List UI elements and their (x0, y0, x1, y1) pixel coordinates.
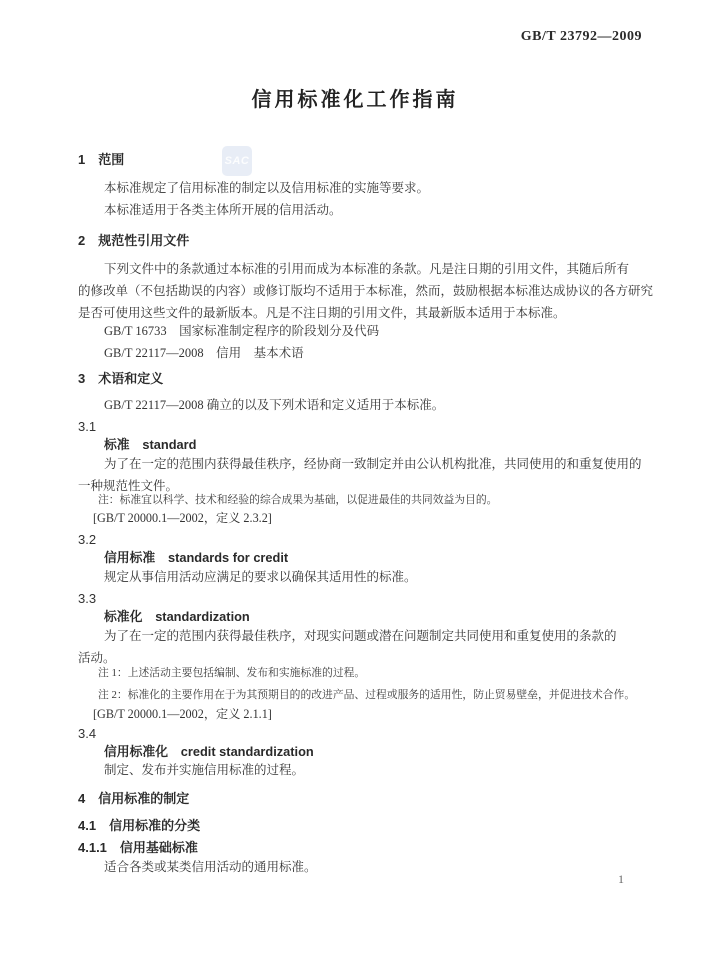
section-2-paragraph-line-3: 是否可使用这些文件的最新版本。凡是不注日期的引用文件，其最新版本适用于本标准。 (78, 306, 566, 320)
doc-number: GB/T 23792—2009 (520, 29, 642, 44)
section-2-reference-1: GB/T 16733 国家标准制定程序的阶段划分及代码 (104, 324, 380, 338)
sac-watermark (222, 146, 252, 176)
section-1-paragraph-2: 本标准适用于各类主体所开展的信用活动。 (104, 203, 342, 217)
section-4-1-1-paragraph: 适合各类或某类信用活动的通用标准。 (104, 860, 317, 874)
section-2-paragraph-line-1: 下列文件中的条款通过本标准的引用而成为本标准的条款。凡是注日期的引用文件，其随后所有 (104, 262, 630, 276)
section-4-1-1-heading: 4.1.1 信用基础标准 (78, 840, 198, 855)
clause-3-3-term: 标准化 standardization (104, 609, 250, 624)
section-4-heading: 4 信用标准的制定 (78, 791, 190, 806)
clause-3-2-number: 3.2 (78, 532, 97, 547)
clause-3-3-definition-line-2: 活动。 (78, 651, 116, 665)
clause-3-2-term: 信用标准 standards for credit (104, 550, 289, 565)
page-title: 信用标准化工作指南 (251, 89, 459, 111)
clause-3-1-term: 标准 standard (104, 437, 197, 452)
section-2-reference-2: GB/T 22117—2008 信用 基本术语 (104, 346, 304, 360)
clause-3-1-definition-line-1: 为了在一定的范围内获得最佳秩序，经协商一致制定并由公认机构批准，共同使用的和重复使用的 (104, 457, 642, 471)
clause-3-3-source: [GB/T 20000.1—2002，定义 2.1.1] (93, 707, 272, 721)
clause-3-1-number: 3.1 (78, 419, 97, 434)
clause-3-1-definition-line-2: 一种规范性文件。 (78, 479, 179, 493)
clause-3-2-definition: 规定从事信用活动应满足的要求以确保其适用性的标准。 (104, 570, 417, 584)
clause-3-4-term: 信用标准化 credit standardization (104, 744, 314, 759)
page-number: 1 (618, 872, 624, 886)
clause-3-1-note: 注：标准宜以科学、技术和经验的综合成果为基础，以促进最佳的共同效益为目的。 (98, 494, 498, 506)
section-3-heading: 3 术语和定义 (78, 371, 164, 386)
sac-watermark-text: SAC (224, 155, 250, 167)
section-4-1-heading: 4.1 信用标准的分类 (78, 818, 201, 833)
clause-3-4-number: 3.4 (78, 726, 97, 741)
section-2-paragraph-line-2: 的修改单（不包括勘误的内容）或修订版均不适用于本标准，然而，鼓励根据本标准达成协议的各方研究 (78, 284, 654, 298)
clause-3-3-definition-line-1: 为了在一定的范围内获得最佳秩序，对现实问题或潜在问题制定共同使用和重复使用的条款的 (104, 629, 617, 643)
section-1-heading: 1 范围 (78, 152, 125, 167)
clause-3-3-note-2: 注 2：标准化的主要作用在于为其预期目的的改进产品、过程或服务的适用性，防止贸易壁垒，并促进技术合作。 (98, 689, 636, 701)
clause-3-3-number: 3.3 (78, 591, 97, 606)
clause-3-4-definition: 制定、发布并实施信用标准的过程。 (104, 763, 305, 777)
section-2-heading: 2 规范性引用文件 (78, 233, 190, 248)
clause-3-1-source: [GB/T 20000.1—2002，定义 2.3.2] (93, 511, 272, 525)
clause-3-3-note-1: 注 1：上述活动主要包括编制、发布和实施标准的过程。 (98, 667, 366, 679)
section-3-intro: GB/T 22117—2008 确立的以及下列术语和定义适用于本标准。 (104, 398, 445, 412)
section-1-paragraph-1: 本标准规定了信用标准的制定以及信用标准的实施等要求。 (104, 181, 430, 195)
